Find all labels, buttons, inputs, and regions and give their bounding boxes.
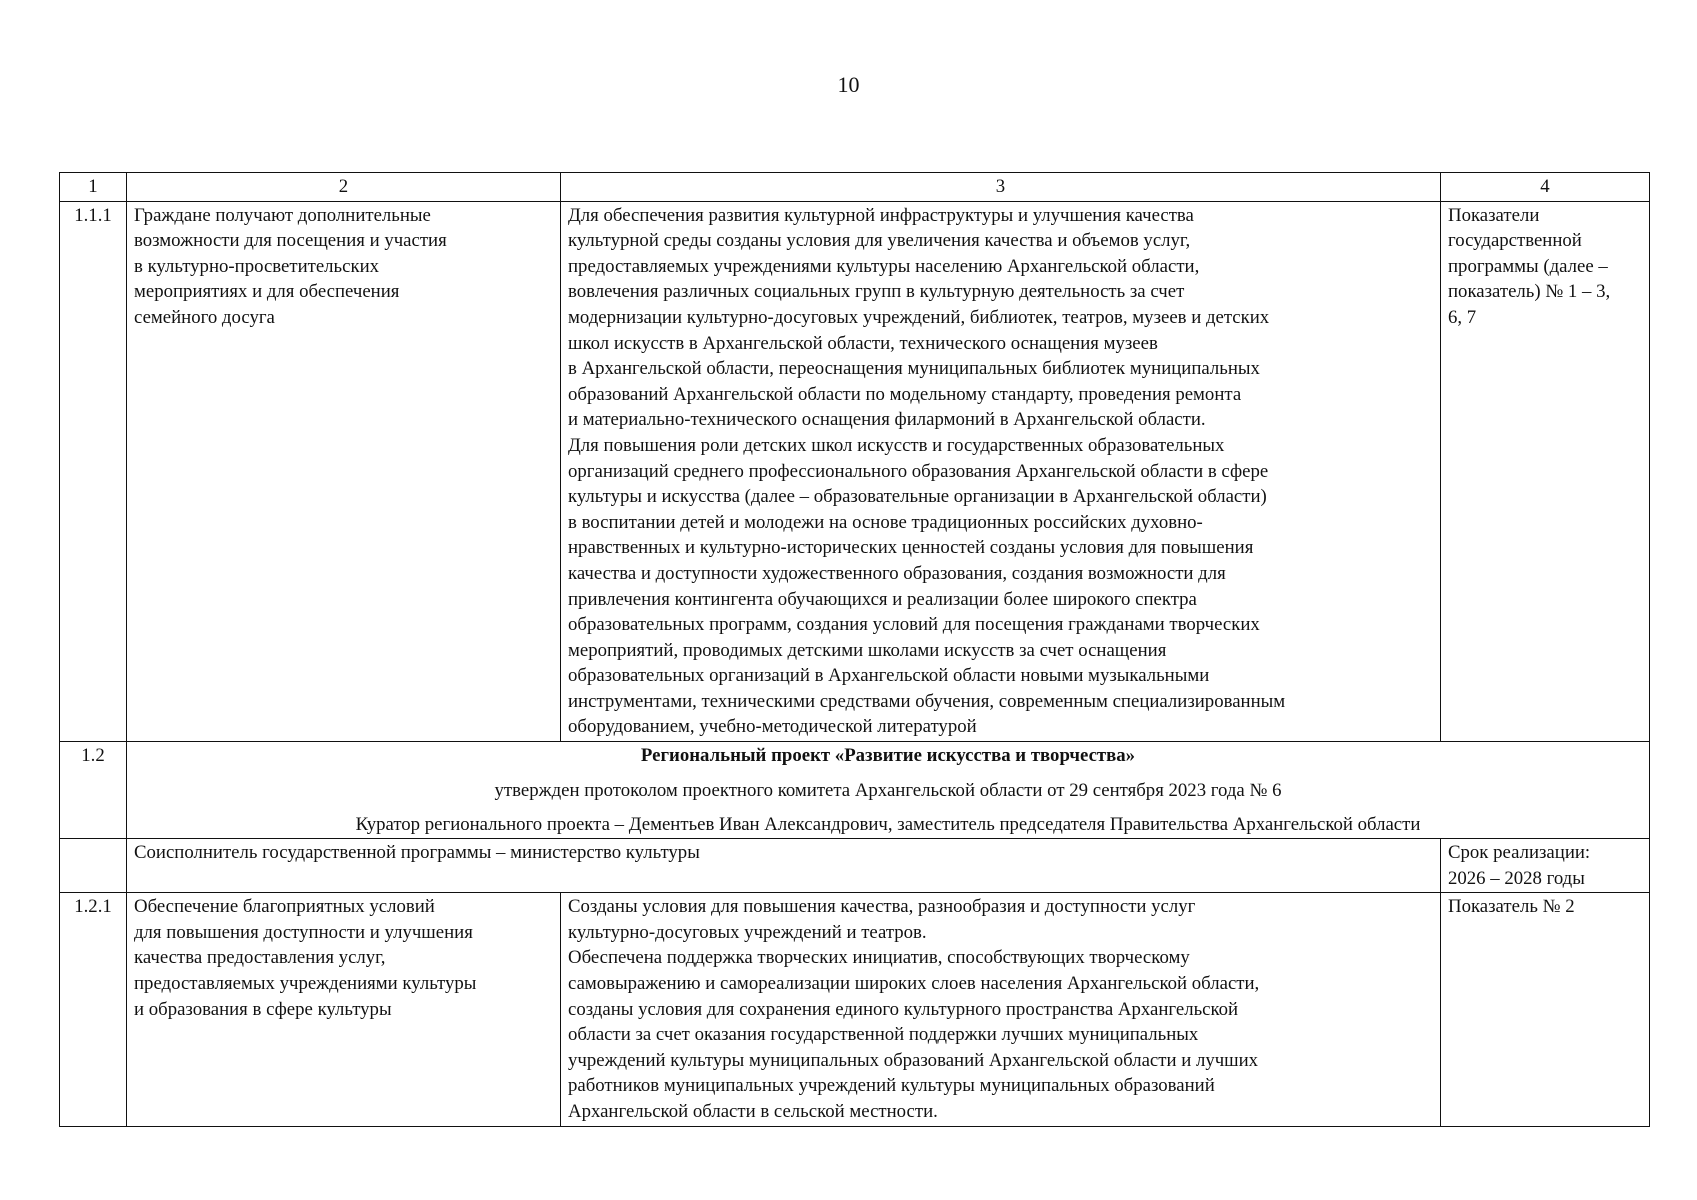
text-line: учреждений культуры муниципальных образований Архангельской области и лучших (568, 1049, 1259, 1071)
empty-cell (60, 839, 127, 893)
project-approval: утвержден протоколом проектного комитета Архангельской области от 29 сентября 2023 года № 6 (494, 780, 1282, 802)
text-line: качества предоставления услуг, (134, 947, 386, 969)
text-line: и образования в сфере культуры (134, 998, 392, 1020)
text-line: вовлечения различных социальных групп в культурную деятельность за счет (568, 281, 1185, 303)
text-line: мероприятиях и для обеспечения (134, 281, 400, 303)
text-line: Созданы условия для повышения качества, разнообразия и доступности услуг (568, 896, 1196, 918)
text-line: Обеспечение благоприятных условий (134, 896, 435, 918)
text-line: области за счет оказания государственной поддержки лучших муниципальных (568, 1024, 1199, 1046)
text-line: семейного досуга (134, 306, 275, 328)
text-line: мероприятий, проводимых детскими школами искусств за счет оснащения (568, 639, 1167, 661)
table-row-coexecutor (60, 839, 1650, 893)
text-line: и материально-технического оснащения филармоний в Архангельской области. (568, 409, 1206, 431)
text-line: в воспитании детей и молодежи на основе традиционных российских духовно- (568, 511, 1203, 533)
header-col-1: 1 (60, 173, 127, 202)
header-col-2: 2 (127, 173, 561, 202)
text-line: Для повышения роли детских школ искусств и государственных образовательных (568, 434, 1225, 456)
text-line: показатель) № 1 – 3, (1448, 281, 1611, 303)
table-row-1-2-1 (60, 893, 1650, 1126)
text-line: 6, 7 (1448, 306, 1477, 328)
table-row-1-2 (60, 742, 1650, 839)
text-line: работников муниципальных учреждений культуры муниципальных образований (568, 1075, 1215, 1097)
row-number: 1.1.1 (60, 201, 127, 741)
coexecutor-text: Соисполнитель государственной программы – министерство культуры (127, 839, 1441, 893)
indicator-reference: Показатель № 2 (1441, 893, 1650, 1126)
text-line: инструментами, техническими средствами обучения, современным специализированным (568, 690, 1286, 712)
text-line: предоставляемых учреждениями культуры (134, 973, 477, 995)
task-description (127, 893, 561, 1126)
text-line: Архангельской области в сельской местности. (568, 1101, 938, 1122)
table-header-row (60, 173, 1650, 202)
text-line: привлечения контингента обучающихся и реализации более широкого спектра (568, 588, 1197, 610)
text-line: оборудованием, учебно-методической литературой (568, 716, 977, 738)
row-number: 1.2.1 (60, 893, 127, 1126)
text-line: в культурно-просветительских (134, 255, 380, 277)
text-line: школ искусств в Архангельской области, технического оснащения музеев (568, 332, 1158, 354)
text-line: 2026 – 2028 годы (1448, 867, 1585, 889)
text-line: образовательных программ, создания условий для посещения гражданами творческих (568, 614, 1260, 636)
text-line: самовыражению и самореализации широких слоев населения Архангельской области, (568, 973, 1260, 995)
text-line: для повышения доступности и улучшения (134, 921, 473, 943)
text-line: качества и доступности художественного образования, создания возможности для (568, 562, 1226, 584)
text-line: культуры и искусства (далее – образовательные организации в Архангельской области) (568, 486, 1267, 508)
text-line: Для обеспечения развития культурной инфраструктуры и улучшения качества (568, 204, 1194, 226)
task-result-description (561, 893, 1441, 1126)
text-line: модернизации культурно-досуговых учреждений, библиотек, театров, музеев и детских (568, 306, 1270, 328)
page-number: 10 (837, 72, 860, 97)
text-line: программы (далее – (1448, 255, 1608, 277)
text-line: организаций среднего профессионального образования Архангельской области в сфере (568, 460, 1269, 482)
text-line: культурной среды созданы условия для увеличения качества и объемов услуг, (568, 230, 1191, 252)
text-line: нравственных и культурно-исторических ценностей созданы условия для повышения (568, 537, 1254, 559)
text-line: Граждане получают дополнительные (134, 204, 431, 226)
text-line: Срок реализации: (1448, 842, 1591, 864)
text-line: государственной (1448, 230, 1582, 252)
row-number: 1.2 (60, 742, 127, 839)
text-line: предоставляемых учреждениями культуры населению Архангельской области, (568, 255, 1200, 277)
text-line: культурно-досуговых учреждений и театров. (568, 921, 927, 943)
program-table (59, 172, 1650, 1127)
text-line: Показатели (1448, 204, 1540, 226)
text-line: в Архангельской области, переоснащения муниципальных библиотек муниципальных (568, 358, 1260, 380)
table-row-1-1-1 (60, 201, 1650, 741)
header-col-3: 3 (561, 173, 1441, 202)
header-col-4: 4 (1441, 173, 1650, 202)
text-line: Обеспечена поддержка творческих инициатив, способствующих творческому (568, 947, 1190, 969)
indicator-reference (1441, 201, 1650, 741)
project-curator: Куратор регионального проекта – Дементьев Иван Александрович, заместитель председателя Правительства Архангельской области (355, 814, 1421, 836)
text-line: образований Архангельской области по модельному стандарту, проведения ремонта (568, 383, 1242, 405)
text-line: созданы условия для сохранения единого культурного пространства Архангельской (568, 998, 1239, 1020)
regional-project-cell (127, 742, 1650, 839)
text-line: возможности для посещения и участия (134, 230, 447, 252)
text-line: образовательных организаций в Архангельской области новыми музыкальными (568, 665, 1210, 687)
task-description (127, 201, 561, 741)
project-title: Региональный проект «Развитие искусства и творчества» (640, 745, 1136, 767)
implementation-term (1441, 839, 1650, 893)
task-result-description (561, 201, 1441, 741)
